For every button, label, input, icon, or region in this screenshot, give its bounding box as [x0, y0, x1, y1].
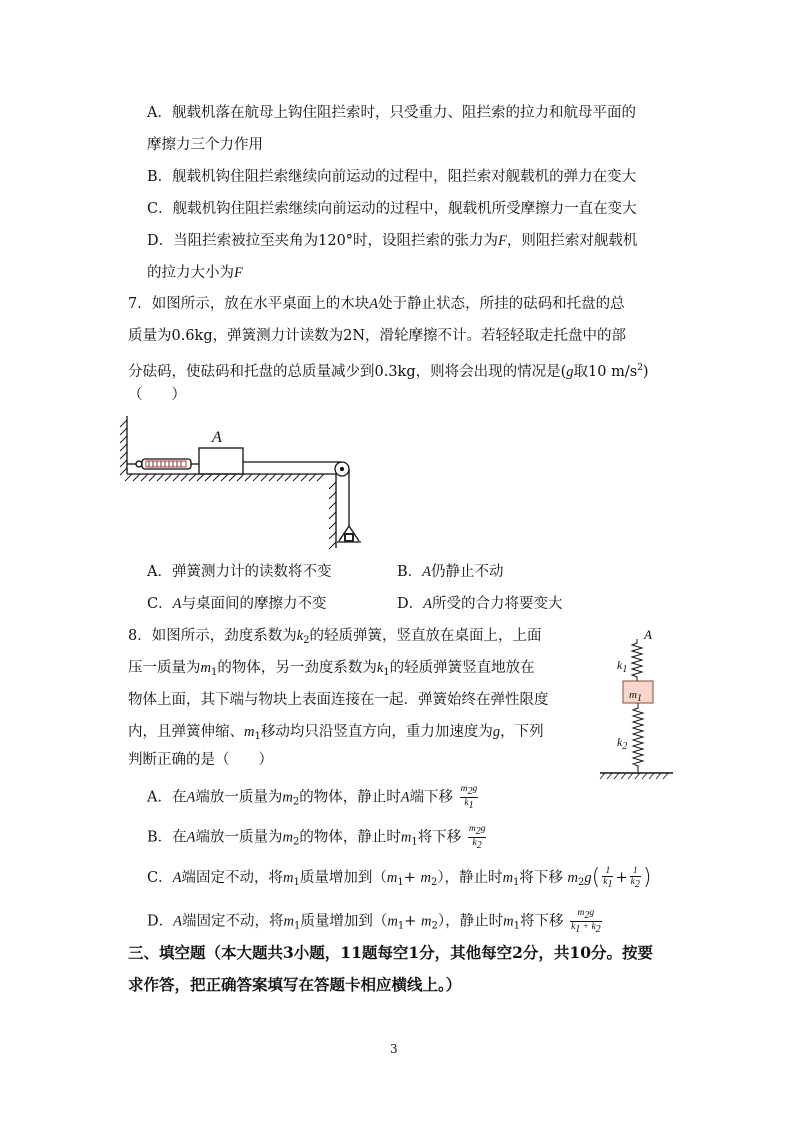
q8-d-fraction: $\frac{m_2g}{k_1 + k_2}$	[571, 908, 601, 935]
q7-option-d: D．A所受的合力将要变大	[397, 596, 563, 612]
q8-a-fraction: $\frac{m_2g}{k_1}$	[460, 784, 478, 811]
q6-option-a-line2: 摩擦力三个力作用	[147, 137, 263, 153]
q7-option-b: B．A仍静止不动	[397, 564, 504, 580]
q8-c-fraction-2: $\frac{1}{k_2}$	[630, 866, 640, 890]
q8-option-d: D．A端固定不动，将$m_1$质量增加到$(m_1+ m_2)$，静止时$m_1$将下移 $\frac{m_2g}{k_1 + k_2}$	[147, 908, 601, 935]
q8-option-b: B．在A端放一质量为$m_2$的物体，静止时$m_1$将下移 $\frac{m_2g}{k_2}$	[147, 824, 486, 851]
q8-option-c: C．A端固定不动，将$m_1$质量增加到$(m_1+ m_2)$，静止时$m_1$将下移 $m_2g$( $\frac{1}{k_1}$ + $\frac{1}{k_2}$ )	[147, 865, 652, 890]
q6-option-d-line2: 的拉力大小为F	[147, 265, 243, 281]
q7-stem-line3: 分砝码，使砝码和托盘的总质量减少到0.3kg，则将会出现的情况是(g取10 $m/s^2$)	[128, 363, 649, 380]
page-number: 3	[390, 1042, 398, 1056]
q7-figure	[118, 408, 368, 556]
q8-option-a: A．在A端放一质量为$m_2$的物体，静止时A端下移 $\frac{m_2g}{k_1}$	[147, 784, 478, 811]
q6-option-c: C．舰载机钩住阻拦索继续向前运动的过程中，舰载机所受摩擦力一直在变大	[147, 201, 637, 217]
section3-heading-line1: 三、填空题（本大题共3小题，11题每空1分，其他每空2分，共10分。按要	[128, 943, 653, 962]
q8-b-fraction: $\frac{m_2g}{k_2}$	[468, 824, 486, 851]
q8-c-fraction-1: $\frac{1}{k_1}$	[603, 866, 613, 890]
q8-figure-label-k2: $k_2$	[617, 735, 628, 752]
q8-stem-line1: 8．如图所示，劲度系数为$k_2$的轻质弹簧，竖直放在桌面上，上面	[128, 628, 542, 646]
q7-answer-bracket: （ ）	[128, 387, 186, 403]
q7-stem-line2: 质量为0.6kg，弹簧测力计读数为2N，滑轮摩擦不计。若轻轻取走托盘中的部	[128, 328, 627, 344]
q8-stem-line2: 压一质量为$m_1$的物体，另一劲度系数为$k_1$的轻质弹簧竖直地放在	[128, 660, 535, 678]
q8-stem-line5: 判断正确的是（ ）	[128, 752, 273, 768]
q6-option-a-line1: A．舰载机落在航母上钩住阻拦索时，只受重力、阻拦索的拉力和航母平面的	[147, 105, 636, 121]
q6-option-d-line1: D．当阻拦索被拉至夹角为120°时，设阻拦索的张力为F，则阻拦索对舰载机	[147, 233, 638, 249]
q6-option-b: B．舰载机钩住阻拦索继续向前运动的过程中，阻拦索对舰载机的弹力在变大	[147, 169, 637, 185]
q8-stem-line4: 内，且弹簧伸缩、$m_1$移动均只沿竖直方向，重力加速度为g，下列	[128, 724, 544, 742]
q7-option-a: A．弹簧测力计的读数将不变	[147, 564, 332, 580]
q7-figure-label-a: A	[212, 429, 222, 446]
q8-figure-label-m1: $m_1$	[629, 689, 642, 704]
q7-option-c: C．A与桌面间的摩擦力不变	[147, 596, 327, 612]
q8-figure-label-k1: $k_1$	[617, 658, 628, 675]
section3-heading-line2: 求作答，把正确答案填写在答题卡相应横线上。）	[128, 975, 462, 994]
q8-stem-line3: 物体上面，其下端与物块上表面连接在一起．弹簧始终在弹性限度	[128, 692, 549, 708]
q7-stem-line1: 7．如图所示，放在水平桌面上的木块A处于静止状态，所挂的砝码和托盘的总	[128, 296, 625, 312]
q8-figure-label-a: A	[644, 627, 652, 642]
